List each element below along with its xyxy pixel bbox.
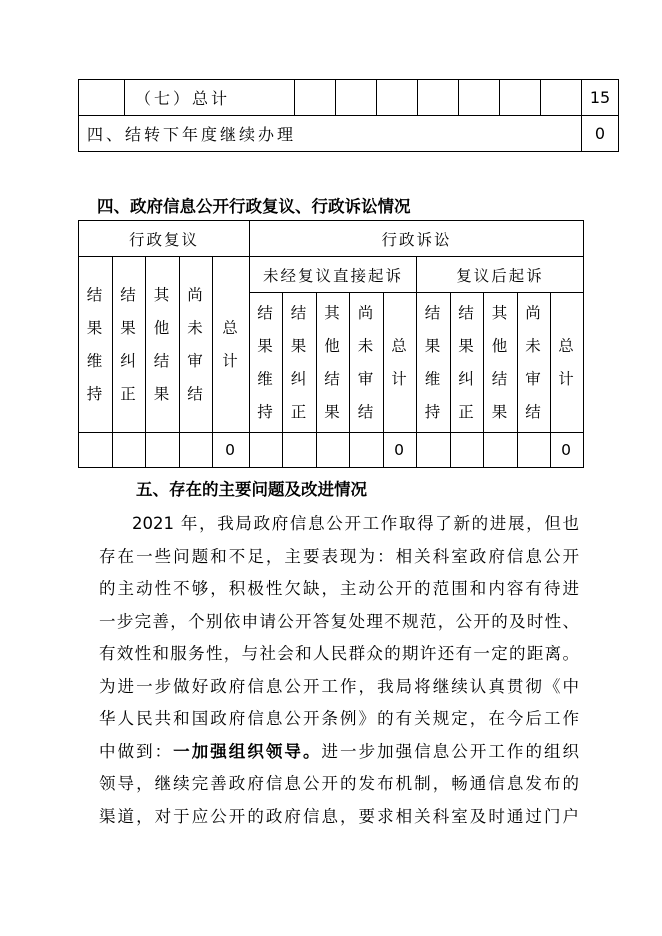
text-line: 一步完善，个别依申请公开答复处理不规范，公开的及时性、 — [99, 611, 579, 631]
col-other-result: 其 他 结 果 — [484, 293, 518, 433]
total-cell: 0 — [213, 433, 250, 468]
col-pending: 尚 未 审 结 — [180, 257, 213, 433]
text-line: 为进一步做好政府信息公开工作，我局将继续认真贯彻《中 — [99, 676, 579, 696]
row-label: （七）总计 — [125, 80, 295, 116]
table-cell — [250, 433, 283, 468]
section-4-heading: 四、政府信息公开行政复议、行政诉讼情况 — [97, 197, 411, 216]
total-cell: 15 — [582, 80, 619, 116]
row-label: 四、结转下年度继续办理 — [79, 116, 582, 152]
table-cell — [484, 433, 518, 468]
text-line: 中做到：一加强组织领导。进一步加强信息公开工作的组织 — [99, 741, 579, 761]
table-cell — [541, 80, 582, 116]
table-row — [79, 433, 584, 468]
table-cell — [146, 433, 180, 468]
table-cell — [79, 80, 125, 116]
table-cell — [418, 80, 459, 116]
reconsideration-header: 行政复议 — [79, 221, 250, 257]
table-row — [79, 221, 584, 257]
col-total: 总 计 — [213, 257, 250, 433]
table-cell — [377, 80, 418, 116]
total-cell: 0 — [582, 116, 619, 152]
col-result-upheld: 结 果 维 持 — [79, 257, 113, 433]
table-cell — [336, 80, 377, 116]
col-total: 总 计 — [551, 293, 584, 433]
text-line: 渠道，对于应公开的政府信息，要求相关科室及时通过门户 — [99, 806, 579, 826]
litigation-header: 行政诉讼 — [250, 221, 584, 257]
text-line: 领导，继续完善政府信息公开的发布机制，畅通信息发布的 — [99, 774, 579, 793]
text-line: 存在一些问题和不足，主要表现为：相关科室政府信息公开 — [99, 546, 579, 566]
table-cell — [113, 433, 146, 468]
text-line: 的主动性不够，积极性欠缺，主动公开的范围和内容有待进 — [99, 579, 579, 598]
table-cell — [500, 80, 541, 116]
disposal-summary-table — [78, 79, 619, 152]
col-other-result: 其 他 结 果 — [317, 293, 350, 433]
table-cell — [417, 433, 451, 468]
total-cell: 0 — [384, 433, 417, 468]
text-line: 2021 年，我局政府信息公开工作取得了新的进展，但也 — [132, 514, 579, 533]
col-total: 总 计 — [384, 293, 417, 433]
col-pending: 尚 未 审 结 — [518, 293, 551, 433]
table-cell — [79, 433, 113, 468]
emphasis-text: 一加强组织领导。 — [173, 741, 322, 761]
table-cell — [350, 433, 384, 468]
after-reconsideration-header: 复议后起诉 — [417, 257, 584, 293]
col-other-result: 其 他 结 果 — [146, 257, 180, 433]
col-pending: 尚 未 审 结 — [350, 293, 384, 433]
text-line: 有效性和服务性，与社会和人民群众的期许还有一定的距离。 — [99, 644, 579, 663]
col-result-corrected: 结 果 纠 正 — [113, 257, 146, 433]
table-cell — [459, 80, 500, 116]
col-result-corrected: 结 果 纠 正 — [451, 293, 484, 433]
table-cell — [518, 433, 551, 468]
table-cell — [180, 433, 213, 468]
reconsideration-litigation-table — [78, 220, 584, 468]
direct-lawsuit-header: 未经复议直接起诉 — [250, 257, 417, 293]
col-result-corrected: 结 果 纠 正 — [283, 293, 317, 433]
text-line: 华人民共和国政府信息公开条例》的有关规定，在今后工作 — [99, 709, 579, 728]
section-5-heading: 五、存在的主要问题及改进情况 — [136, 480, 367, 499]
body-paragraph — [99, 508, 579, 833]
table-row — [79, 257, 584, 293]
table-cell — [317, 433, 350, 468]
table-row — [79, 80, 619, 116]
col-result-upheld: 结 果 维 持 — [250, 293, 283, 433]
col-result-upheld: 结 果 维 持 — [417, 293, 451, 433]
total-cell: 0 — [551, 433, 584, 468]
table-cell — [295, 80, 336, 116]
table-cell — [283, 433, 317, 468]
table-row — [79, 116, 619, 152]
table-cell — [451, 433, 484, 468]
